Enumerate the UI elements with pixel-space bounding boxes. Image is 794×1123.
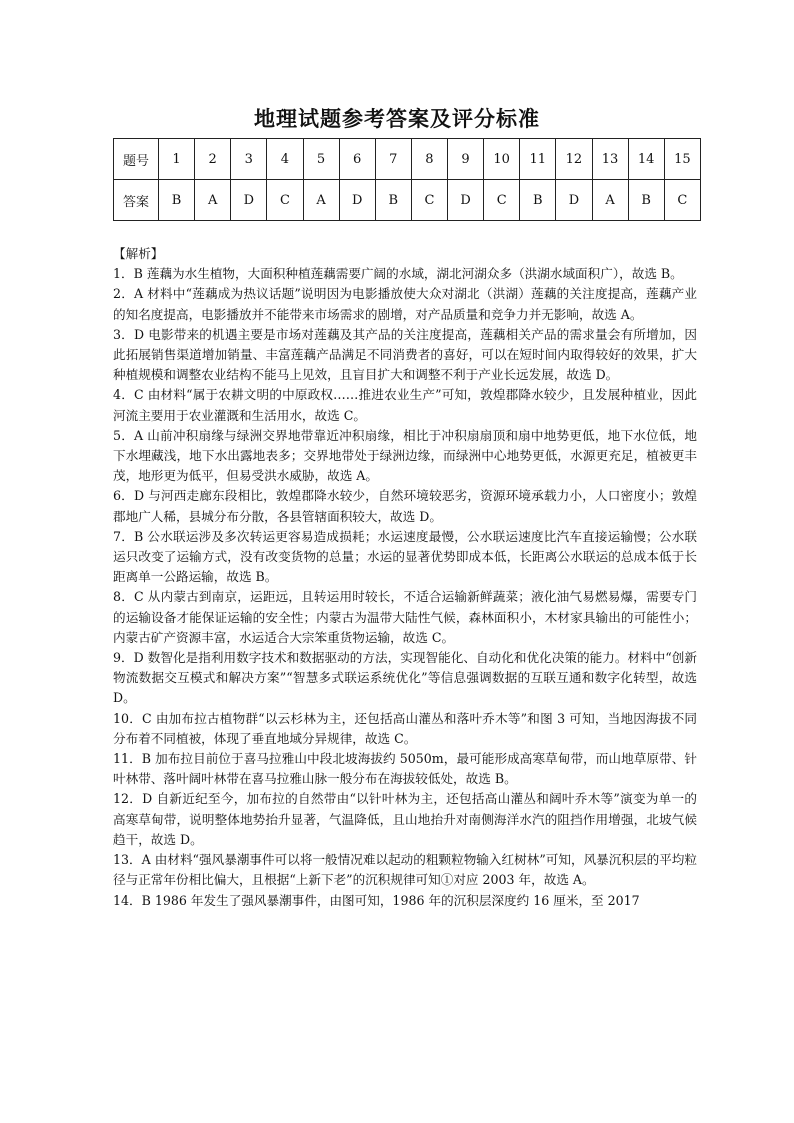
page-title: 地理试题参考答案及评分标准 xyxy=(254,107,540,131)
analysis-item: 2．A 材料中“莲藕成为热议话题”说明因为电影播放使大众对湖北（洪湖）莲藕的关注度提高，莲藕产业的知名度提高，电影播放并不能带来市场需求的剧增，对产品质量和竞争力并无影响，故选 A。 xyxy=(113,286,697,322)
answer-table xyxy=(113,138,701,221)
question-number: 13 xyxy=(592,139,628,180)
analysis-item: 5．A 山前冲积扇缘与绿洲交界地带靠近冲积扇缘，相比于冲积扇扇顶和扇中地势更低，地下水位低，地下水埋藏浅，地下水出露地表多；交界地带处于绿洲边缘，而绿洲中心地势更低，水源更充足，植被更丰茂，地形更为低平，但易受洪水威胁，故选 A。 xyxy=(113,427,697,484)
analysis-item: 11．B 加布拉目前位于喜马拉雅山中段北坡海拔约 5050m，最可能形成高寒草甸带，而山地草原带、针叶林带、落叶阔叶林带在喜马拉雅山脉一般分布在海拔较低处，故选 B。 xyxy=(113,751,697,787)
row-label-number: 题号 xyxy=(114,139,159,180)
answer-cell: A xyxy=(303,180,339,221)
answer-cell: C xyxy=(411,180,447,221)
analysis-item: 3．D 电影带来的机遇主要是市场对莲藕及其产品的关注度提高，莲藕相关产品的需求量会有所增加，因此拓展销售渠道增加销量、丰富莲藕产品满足不同消费者的喜好，可以在短时间内取得较好的效果，扩大种植规模和调整农业结构不能马上见效，且盲目扩大和调整不利于产业长远发展，故选 D。 xyxy=(113,326,697,383)
answer-cell: C xyxy=(664,180,700,221)
answer-cell: A xyxy=(195,180,231,221)
question-number: 7 xyxy=(375,139,411,180)
question-number: 9 xyxy=(448,139,484,180)
analysis-item: 7．B 公水联运涉及多次转运更容易造成损耗；水运速度最慢，公水联运速度比汽车直接运输慢；公水联运只改变了运输方式，没有改变货物的总量；水运的显著优势即成本低，长距离公水联运的总成本低于长距离单一公路运输，故选 B。 xyxy=(113,528,697,585)
answer-cell: B xyxy=(375,180,411,221)
question-number: 10 xyxy=(484,139,520,180)
question-number: 5 xyxy=(303,139,339,180)
answer-cell: B xyxy=(520,180,556,221)
analysis-item: 1．B 莲藕为水生植物，大面积种植莲藕需要广阔的水域，湖北河湖众多（洪湖水域面积广），故选 B。 xyxy=(113,266,683,282)
question-number: 11 xyxy=(520,139,556,180)
question-number: 3 xyxy=(231,139,267,180)
analysis-item: 13．A 由材料“强风暴潮事件可以将一般情况难以起动的粗颗粒物输入红树林”可知，风暴沉积层的平均粒径与正常年份相比偏大，且根据“上新下老”的沉积规律可知①对应 2003 年，故选 A。 xyxy=(113,852,697,888)
analysis-heading: 【解析】 xyxy=(113,246,164,261)
question-number: 4 xyxy=(267,139,303,180)
analysis-item: 6．D 与河西走廊东段相比，敦煌郡降水较少，自然环境较恶劣，资源环境承载力小，人口密度小；敦煌郡地广人稀，县城分布分散，各县管辖面积较大，故选 D。 xyxy=(113,488,697,524)
answer-cell: D xyxy=(556,180,592,221)
answer-cell: B xyxy=(628,180,664,221)
analysis-section xyxy=(113,244,697,911)
answer-cell: D xyxy=(231,180,267,221)
answer-cell: B xyxy=(159,180,195,221)
answer-cell: A xyxy=(592,180,628,221)
question-number: 15 xyxy=(664,139,700,180)
analysis-item: 14．B 1986 年发生了强风暴潮事件，由图可知，1986 年的沉积层深度约 16 厘米，至 2017 xyxy=(113,892,640,908)
question-number: 14 xyxy=(628,139,664,180)
analysis-item: 4．C 由材料“属于农耕文明的中原政权……推进农业生产”可知，敦煌郡降水较少，且发展种植业，因此河流主要用于农业灌溉和生活用水，故选 C。 xyxy=(113,387,697,423)
answer-cell: D xyxy=(339,180,375,221)
answer-cell: D xyxy=(448,180,484,221)
question-number: 1 xyxy=(159,139,195,180)
analysis-item: 8．C 从内蒙古到南京，运距远，且转运用时较长，不适合运输新鲜蔬菜；液化油气易燃易爆，需要专门的运输设备才能保证运输的安全性；内蒙古为温带大陆性气候，森林面积小，木材家具输出的可能性小；内蒙古矿产资源丰富，水运适合大宗笨重货物运输，故选 C。 xyxy=(113,589,697,645)
analysis-item: 10．C 由加布拉古植物群“以云杉林为主，还包括高山灌丛和落叶乔木等”和图 3 可知，当地因海拔不同分布着不同植被，体现了垂直地域分异规律，故选 C。 xyxy=(113,710,697,746)
answer-cell: C xyxy=(267,180,303,221)
analysis-item: 12．D 自新近纪至今，加布拉的自然带由“以针叶林为主，还包括高山灌丛和阔叶乔木等”演变为单一的高寒草甸带，说明整体地势抬升显著，气温降低，且山地抬升对南侧海洋水汽的阻挡作用增强，北坡气候趋干，故选 D。 xyxy=(113,791,697,847)
question-number: 6 xyxy=(339,139,375,180)
question-number: 8 xyxy=(411,139,447,180)
row-label-answer: 答案 xyxy=(114,180,159,221)
answer-cell: C xyxy=(484,180,520,221)
question-number: 12 xyxy=(556,139,592,180)
table-row-answers xyxy=(114,180,701,221)
table-row-numbers xyxy=(114,139,701,180)
question-number: 2 xyxy=(195,139,231,180)
analysis-item: 9．D 数智化是指利用数字技术和数据驱动的方法，实现智能化、自动化和优化决策的能力。材料中“创新物流数据交互模式和解决方案”“智慧多式联运系统优化”等信息强调数据的互联互通和数字化转型，故选 D。 xyxy=(113,650,697,706)
